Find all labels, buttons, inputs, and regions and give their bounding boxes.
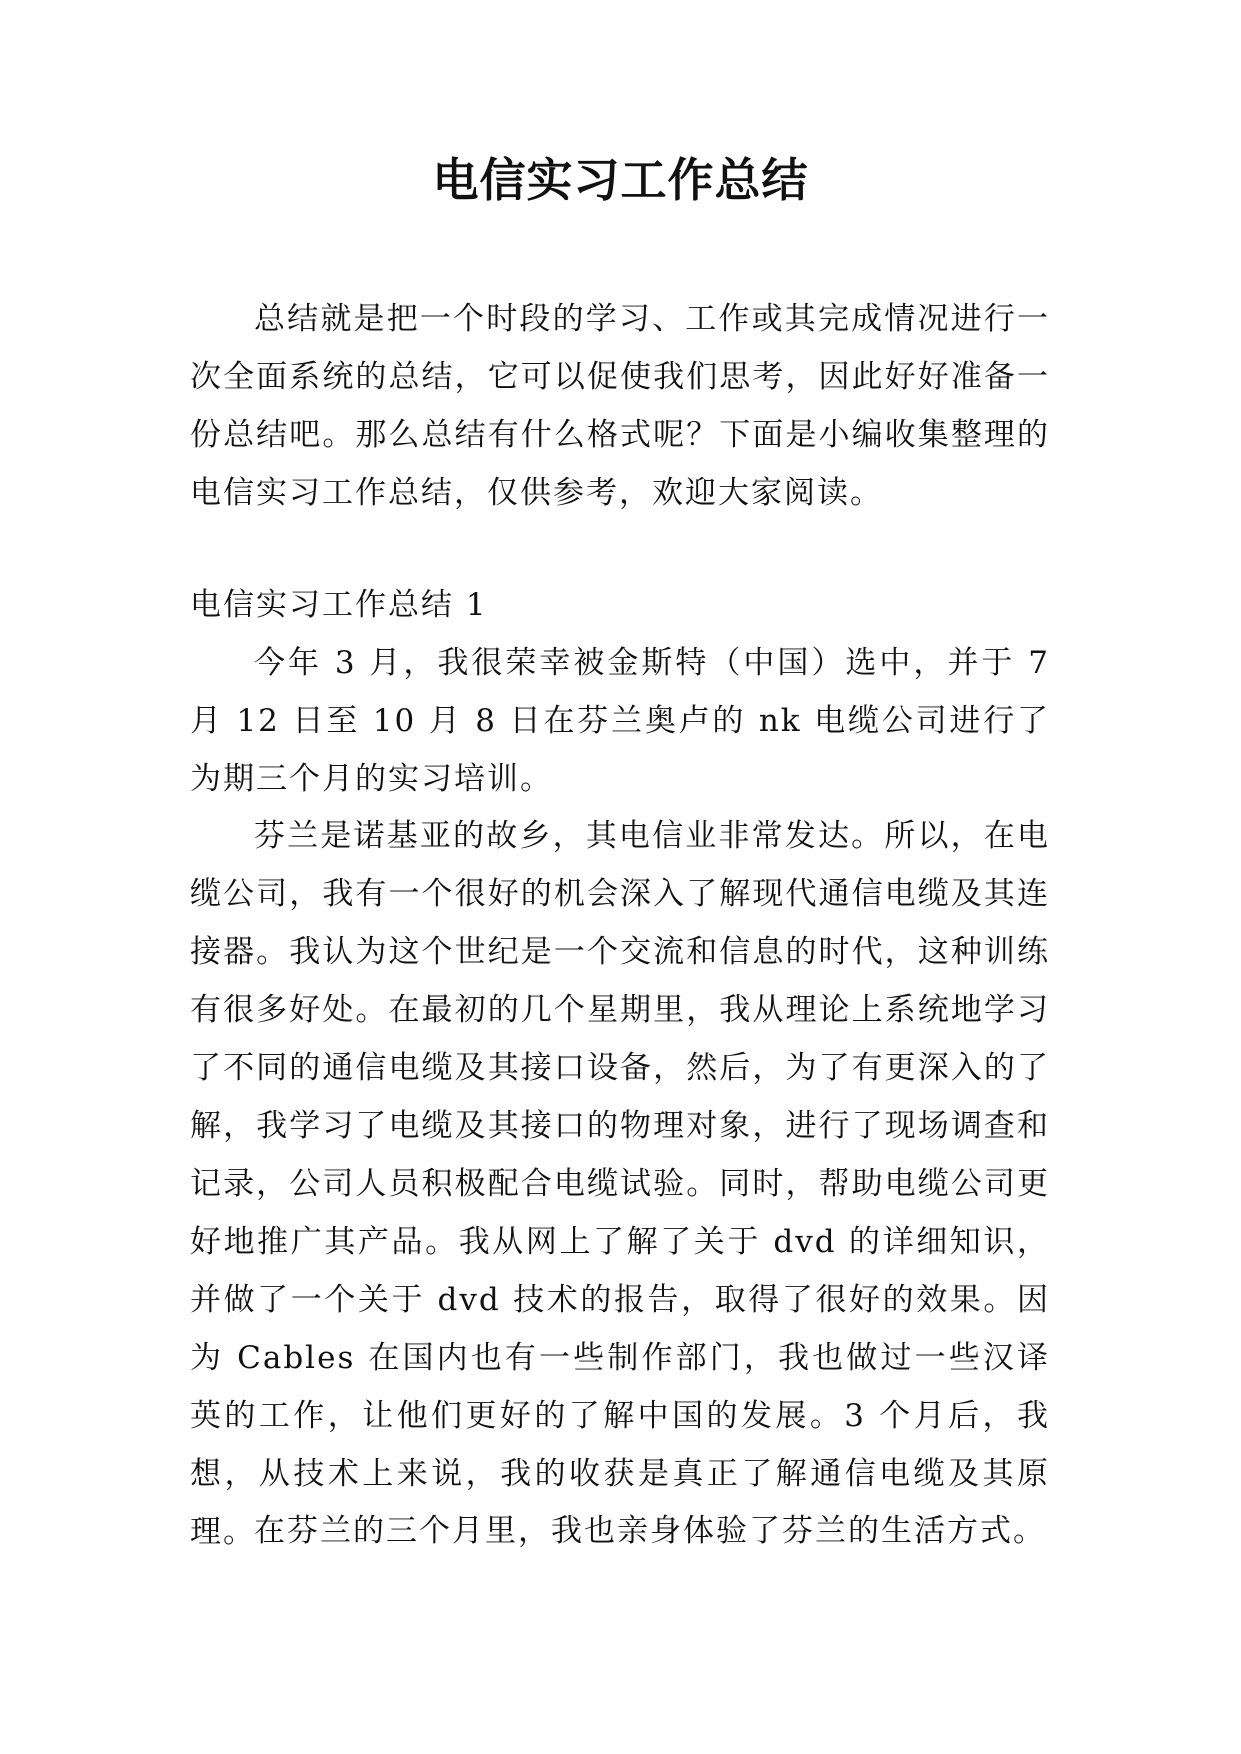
body-paragraph-3: 在芬兰的三个月里，我也亲身体验了芬兰的生活方式。 <box>254 1513 1046 1549</box>
body-paragraph-2: 芬兰是诺基亚的故乡，其电信业非常发达。所以，在电缆公司，我有一个很好的机会深入了解现代通信电缆及其连接器。我认为这个世纪是一个交流和信息的时代，这种训练有很多好处。在最初的几个星期里，我从理论上系统地学习了不同的通信电缆及其接口设备，然后，为了有更深入的了解，我学习了电缆及其接口的物理对象，进行了现场调查和记录，公司人员积极配合电缆试验。同时，帮助电缆公司更好地推广其产品。我从网上了解了关于 dvd 的详细知识，并做了一个关于 dvd 技术的报告，取得了很好的效果。因为 Cables 在国内也有一些制作部门，我也做过一些汉译英的工作，让他们更好的了解中国的发展。3 个月后，我想，从技术上来说，我的收获是真正了解通信电缆及其原理。 <box>190 818 1050 1550</box>
section-heading: 电信实习工作总结 1 <box>190 587 488 623</box>
body-paragraph-1: 今年 3 月，我很荣幸被金斯特（中国）选中，并于 7 月 12 日至 10 月 8 日在芬兰奥卢的 nk 电缆公司进行了为期三个月的实习培训。 <box>190 645 1050 797</box>
intro-paragraph: 总结就是把一个时段的学习、工作或其完成情况进行一次全面系统的总结，它可以促使我们思考，因此好好准备一份总结吧。那么总结有什么格式呢？下面是小编收集整理的电信实习工作总结，仅供参考，欢迎大家阅读。 <box>190 301 1050 511</box>
page-title: 电信实习工作总结 <box>432 153 809 207</box>
